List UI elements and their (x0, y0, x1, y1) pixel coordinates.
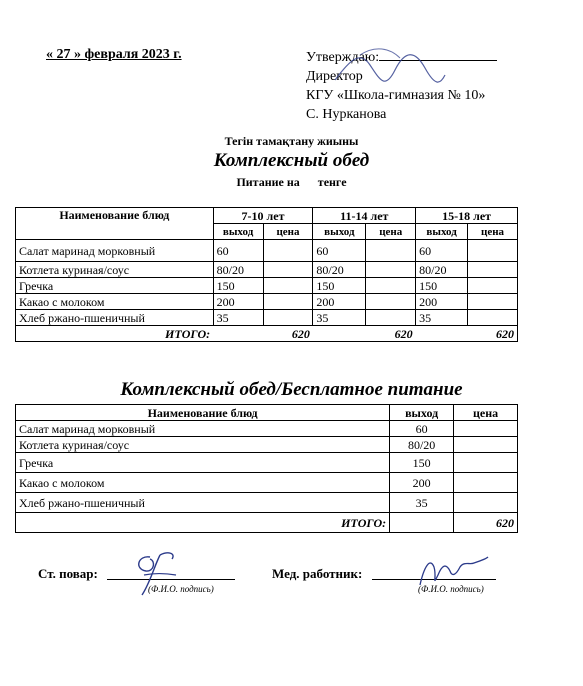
col-header-age-11-14: 11-14 лет (313, 208, 416, 224)
table-row (16, 240, 518, 262)
page-title: Комплексный обед (213, 150, 370, 171)
dish-name: Салат маринад морковный (16, 421, 390, 437)
dish-out: 80/20 (313, 262, 366, 278)
dish-name: Какао с молоком (16, 294, 214, 310)
cook-signature-icon (120, 545, 190, 605)
col-header-price: цена (454, 405, 518, 421)
subheader-price: цена (263, 224, 313, 240)
dish-out: 150 (313, 278, 366, 294)
dish-out: 35 (416, 310, 468, 326)
col-header-age-15-18: 15-18 лет (416, 208, 518, 224)
kz-title: Тегін тамақтану жиыны (224, 134, 359, 148)
document-date: « 27 » февраля 2023 г. (46, 47, 182, 62)
med-label: Мед. работник: (272, 566, 363, 581)
dish-name: Хлеб ржано-пшеничный (16, 310, 214, 326)
table-row (16, 473, 518, 493)
approve-name: С. Нурканова (306, 107, 387, 122)
subheader-out: выход (213, 224, 263, 240)
total-value: 620 (468, 326, 518, 342)
col-header-age-7-10: 7-10 лет (213, 208, 313, 224)
col-header-name: Наименование блюд (16, 405, 390, 421)
dish-out: 150 (213, 278, 263, 294)
table-row (16, 437, 518, 453)
dish-name: Гречка (16, 278, 214, 294)
total-label: ИТОГО: (16, 326, 214, 342)
dish-name: Котлета куриная/соус (16, 262, 214, 278)
dish-out: 150 (416, 278, 468, 294)
col-header-name: Наименование блюд (16, 208, 214, 240)
menu-table-free (15, 404, 518, 533)
total-row (16, 326, 518, 342)
table-row (16, 453, 518, 473)
total-row (16, 513, 518, 533)
table-row (16, 294, 518, 310)
section-title-free-meal: Комплексный обед/Бесплатное питание (120, 379, 463, 400)
subheader-price: цена (366, 224, 416, 240)
dish-out: 60 (416, 240, 468, 262)
dish-name: Хлеб ржано-пшеничный (16, 493, 390, 513)
dish-out: 150 (390, 453, 454, 473)
med-caption: (Ф.И.О. подпись) (418, 584, 484, 594)
table-row (16, 278, 518, 294)
director-signature-icon (330, 40, 450, 100)
dish-out: 80/20 (390, 437, 454, 453)
table-header-row (16, 405, 518, 421)
dish-out: 200 (313, 294, 366, 310)
subheader-out: выход (416, 224, 468, 240)
total-value: 620 (366, 326, 416, 342)
approve-org: КГУ «Школа-гимназия № 10» (306, 88, 486, 103)
table-row (16, 262, 518, 278)
cook-caption: (Ф.И.О. подпись) (148, 584, 214, 594)
cook-label: Ст. повар: (38, 566, 98, 581)
dish-out: 35 (213, 310, 263, 326)
dish-name: Салат маринад морковный (16, 240, 214, 262)
subheader-price: цена (468, 224, 518, 240)
dish-out: 35 (390, 493, 454, 513)
menu-table-paid (15, 207, 518, 342)
subheader-out: выход (313, 224, 366, 240)
col-header-out: выход (390, 405, 454, 421)
dish-out: 80/20 (213, 262, 263, 278)
dish-name: Какао с молоком (16, 473, 390, 493)
total-value: 620 (454, 513, 518, 533)
dish-name: Гречка (16, 453, 390, 473)
table-row (16, 493, 518, 513)
approve-label: Утверждаю: (306, 50, 380, 65)
dish-out: 60 (213, 240, 263, 262)
table-row (16, 310, 518, 326)
dish-name: Котлета куриная/соус (16, 437, 390, 453)
total-label: ИТОГО: (16, 513, 390, 533)
dish-out: 200 (213, 294, 263, 310)
table-header-row (16, 208, 518, 224)
table-row (16, 421, 518, 437)
dish-out: 35 (313, 310, 366, 326)
med-signature-icon (412, 545, 492, 595)
page-subtitle: Питание на тенге (236, 175, 347, 189)
dish-out: 200 (416, 294, 468, 310)
total-value: 620 (263, 326, 313, 342)
dish-out: 60 (390, 421, 454, 437)
approve-role: Директор (306, 69, 363, 84)
dish-out: 80/20 (416, 262, 468, 278)
dish-out: 200 (390, 473, 454, 493)
dish-out: 60 (313, 240, 366, 262)
